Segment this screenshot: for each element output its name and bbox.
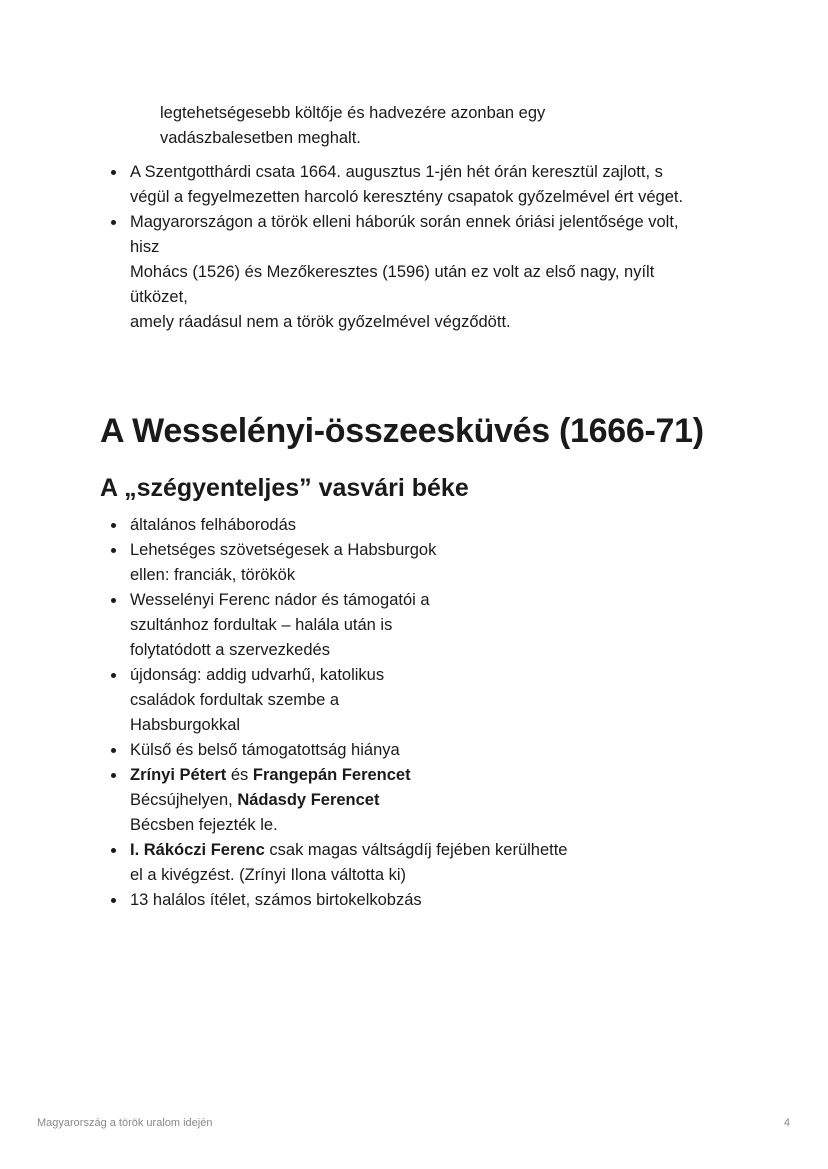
bold-name: I. Rákóczi Ferenc [130, 841, 265, 859]
list-item [130, 588, 610, 663]
text-line: hisz [130, 238, 160, 256]
section-bullet-list [130, 513, 610, 913]
continued-bullet-text [160, 101, 720, 151]
list-item [130, 888, 610, 913]
text-line: újdonság: addig udvarhű, katolikus [130, 666, 385, 684]
text-line [130, 763, 610, 788]
section-heading: A Wesselényi-összeesküvés (1666-71) [100, 412, 704, 450]
bold-name: Zrínyi Pétert [130, 766, 227, 784]
list-item [130, 663, 610, 738]
top-bullet-list [130, 160, 740, 335]
text-line: ütközet, [130, 288, 188, 306]
text-line: Wesselényi Ferenc nádor és támogatói a [130, 591, 430, 609]
text-line: Mohács (1526) és Mezőkeresztes (1596) után ez volt az első nagy, nyílt [130, 263, 655, 281]
list-item [130, 160, 740, 210]
footer-title: Magyarország a török uralom idején [37, 1117, 213, 1129]
list-item [130, 538, 610, 588]
bold-name: Frangepán Ferencet [252, 766, 411, 784]
text-line: általános felháborodás [130, 516, 297, 534]
list-item [130, 738, 610, 763]
text-line: végül a fegyelmezetten harcoló keresztény csapatok győzelmével ért véget. [130, 188, 684, 206]
text-line: legtehetségesebb költője és hadvezére azonban egy [160, 104, 546, 122]
list-item [130, 513, 610, 538]
list-item [130, 210, 740, 335]
text-span: és [226, 766, 253, 784]
text-line: A Szentgotthárdi csata 1664. augusztus 1-jén hét órán keresztül zajlott, s [130, 163, 663, 181]
text-line: 13 halálos ítélet, számos birtokelkobzás [130, 891, 422, 909]
text-line: ellen: franciák, törökök [130, 566, 296, 584]
text-span: csak magas váltságdíj fejében kerülhette [264, 841, 568, 859]
text-line: családok fordultak szembe a [130, 691, 340, 709]
text-line [130, 838, 650, 863]
text-line: amely ráadásul nem a török győzelmével végződött. [130, 313, 511, 331]
text-line: el a kivégzést. (Zrínyi Ilona váltotta ki) [130, 866, 407, 884]
text-line: szultánhoz fordultak – halála után is [130, 616, 393, 634]
text-line: folytatódott a szervezkedés [130, 641, 330, 659]
text-line: Lehetséges szövetségesek a Habsburgok [130, 541, 437, 559]
text-line: Külső és belső támogatottság hiánya [130, 741, 400, 759]
text-line: vadászbalesetben meghalt. [160, 129, 361, 147]
text-span: Bécsújhelyen, [130, 791, 238, 809]
text-line: Habsburgokkal [130, 716, 241, 734]
bold-name: Nádasdy Ferencet [237, 791, 380, 809]
text-line [130, 788, 610, 813]
list-item [130, 763, 610, 838]
text-line: Bécsben fejezték le. [130, 816, 278, 834]
subsection-heading: A „szégyenteljes” vasvári béke [100, 474, 469, 502]
list-item [130, 838, 650, 888]
page-number: 4 [783, 1117, 790, 1129]
text-line: Magyarországon a török elleni háborúk során ennek óriási jelentősége volt, [130, 213, 679, 231]
